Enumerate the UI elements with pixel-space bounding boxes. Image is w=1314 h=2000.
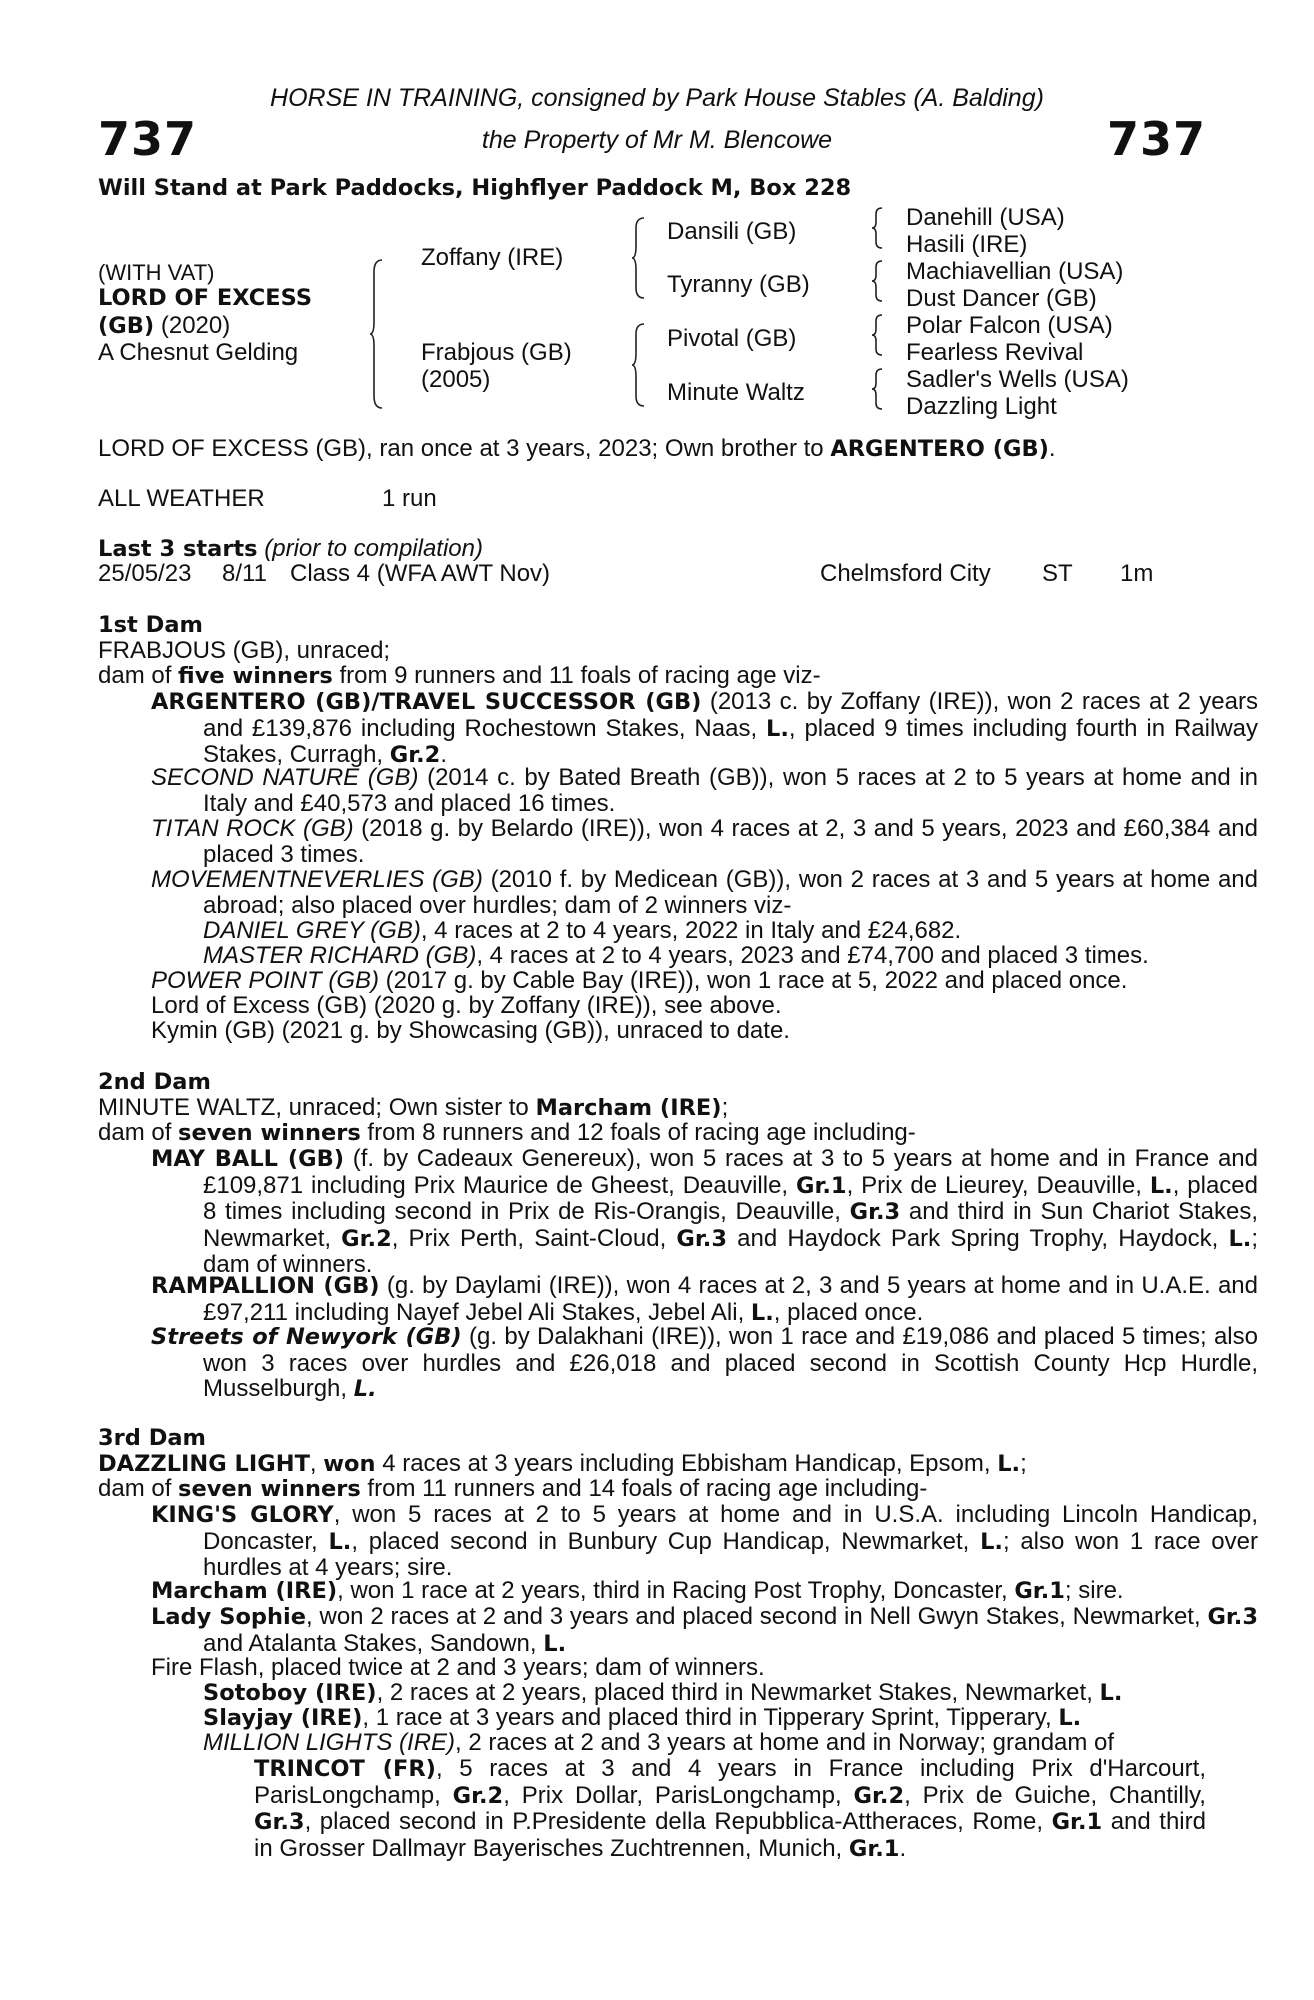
first-dam-line: FRABJOUS (GB), unraced; [98, 637, 391, 664]
dam3-progeny-fire-flash: Fire Flash, placed twice at 2 and 3 years; dam of winners. [151, 1654, 765, 1681]
stabling-location: Will Stand at Park Paddocks, Highflyer Paddock M, Box 228 [98, 175, 852, 201]
second-dam-line: MINUTE WALTZ, unraced; Own sister to Marcham (IRE); [98, 1094, 729, 1121]
sale-title: HORSE IN TRAINING, consigned by Park House Stables (A. Balding) [270, 84, 1044, 112]
pedigree-g4: Dust Dancer (GB) [906, 285, 1097, 312]
pedigree-sire-dam: Tyranny (GB) [667, 271, 810, 298]
pedigree-g7: Sadler's Wells (USA) [906, 366, 1129, 393]
start-distance: 1m [1120, 560, 1154, 587]
first-dam-produce: dam of five winners from 9 runners and 11 foals of racing age viz- [98, 662, 821, 689]
horse-origin-line [98, 313, 230, 340]
third-dam-line: DAZZLING LIGHT, won 4 races at 3 years including Ebbisham Handicap, Epsom, L.; [98, 1450, 1027, 1477]
brother-name: ARGENTERO (GB) [830, 436, 1049, 462]
dam2-progeny-may-ball: MAY BALL (GB) (f. by Cadeaux Genereux), won 5 races at 3 to 5 years at home and in France and £109,871 including Prix Maurice de Gheest, Deauville, Gr.1, Prix de Lieurey, Deauville, L., placed 8 times including second in Prix de Ris-Orangis, Deauville, Gr.3 and third in Sun Chariot Stakes, Newmarket, Gr.2, Prix Perth, Saint-Cloud, Gr.3 and Haydock Park Spring Trophy, Haydock, L.; dam of winners. [151, 1145, 1259, 1278]
lot-number-left: 737 [98, 112, 198, 166]
pedigree-bracket-g4 [872, 367, 884, 411]
pedigree-g3: Machiavellian (USA) [906, 258, 1124, 285]
horse-name: LORD OF EXCESS [98, 285, 313, 311]
dam3-progeny-kings-glory: KING'S GLORY, won 5 races at 2 to 5 years at home and in U.S.A. including Lincoln Handicap, Doncaster, L., placed second in Bunbury Cup Handicap, Newmarket, L.; also won 1 race over hurdles at 4 years; sire. [151, 1501, 1258, 1581]
horse-year: (2020) [160, 312, 231, 339]
pedigree-sire: Zoffany (IRE) [421, 244, 564, 271]
dam3-progeny-lady-sophie: Lady Sophie, won 2 races at 2 and 3 years and placed second in Nell Gwyn Stakes, Newmarket, Gr.3 and Atalanta Stakes, Sandown, L. [151, 1603, 1259, 1657]
record-value: 1 run [382, 485, 437, 512]
pedigree-g1: Danehill (USA) [906, 204, 1065, 231]
second-dam-produce: dam of seven winners from 8 runners and 12 foals of racing age including- [98, 1119, 916, 1146]
dam3-grandprogeny-sotoboy: Sotoboy (IRE), 2 races at 2 years, placed third in Newmarket Stakes, Newmarket, L. [203, 1679, 1123, 1706]
first-dam-heading: 1st Dam [98, 612, 203, 638]
dam1-progeny-argentero: ARGENTERO (GB)/TRAVEL SUCCESSOR (GB) (2013 c. by Zoffany (IRE)), won 2 races at 2 years and £139,876 including Rochestown Stakes, Naas, L., placed 9 times including fourth in Railway Stakes, Curragh, Gr.2. [151, 688, 1258, 768]
lot-number-right: 737 [1106, 112, 1206, 166]
pedigree-g6: Fearless Revival [906, 339, 1084, 366]
pedigree-bracket-dam [632, 322, 646, 408]
start-date: 25/05/23 [98, 560, 192, 587]
dam1-progeny-titan-rock: TITAN ROCK (GB) (2018 g. by Belardo (IRE)), won 4 races at 2, 3 and 5 years, 2023 and £60,384 and placed 3 times. [151, 815, 1258, 868]
record-label: ALL WEATHER [98, 485, 265, 512]
pedigree-sire-sire: Dansili (GB) [667, 218, 797, 245]
pedigree-dam: Frabjous (GB) [421, 339, 572, 366]
horse-description: A Chesnut Gelding [98, 339, 299, 366]
start-race: Class 4 (WFA AWT Nov) [290, 560, 551, 587]
start-course: Chelmsford City [820, 560, 991, 587]
pedigree-dam-sire: Pivotal (GB) [667, 325, 797, 352]
pedigree-bracket-g3 [872, 313, 884, 357]
dam1-grandprogeny-daniel-grey: DANIEL GREY (GB), 4 races at 2 to 4 years, 2022 in Italy and £24,682. [203, 917, 962, 944]
horse-origin: (GB) [98, 313, 155, 339]
dam3-progeny-marcham: Marcham (IRE), won 1 race at 2 years, third in Racing Post Trophy, Doncaster, Gr.1; sire. [151, 1577, 1124, 1604]
last-starts-heading: Last 3 starts (prior to compilation) [98, 535, 483, 562]
dam1-progeny-kymin: Kymin (GB) (2021 g. by Showcasing (GB)), unraced to date. [151, 1017, 790, 1044]
third-dam-produce: dam of seven winners from 11 runners and 14 foals of racing age including- [98, 1475, 928, 1502]
pedigree-g8: Dazzling Light [906, 393, 1057, 420]
second-dam-heading: 2nd Dam [98, 1069, 211, 1095]
dam2-progeny-rampallion: RAMPALLION (GB) (g. by Daylami (IRE)), won 4 races at 2, 3 and 5 years at home and in U.A.E. and £97,211 including Nayef Jebel Ali Stakes, Jebel Ali, L., placed once. [151, 1272, 1258, 1326]
start-position: 8/11 [222, 560, 267, 587]
dam2-progeny-streets-of-newyork: Streets of Newyork (GB) (g. by Dalakhani (IRE)), won 1 race and £19,086 and placed 5 times; also won 3 races over hurdles and £26,018 and placed second in Scottish County Hcp Hurdle, Musselburgh, L. [151, 1323, 1258, 1402]
pedigree-dam-year: (2005) [421, 366, 491, 393]
dam1-progeny-second-nature: SECOND NATURE (GB) (2014 c. by Bated Breath (GB)), won 5 races at 2 to 5 years at home and in Italy and £40,573 and placed 16 times. [151, 764, 1258, 817]
third-dam-heading: 3rd Dam [98, 1425, 206, 1451]
owner-subtitle: the Property of Mr M. Blencowe [481, 126, 833, 154]
pedigree-g5: Polar Falcon (USA) [906, 312, 1113, 339]
dam1-progeny-lord-of-excess: Lord of Excess (GB) (2020 g. by Zoffany (IRE)), see above. [151, 992, 782, 1019]
pedigree-g2: Hasili (IRE) [906, 231, 1028, 258]
dam3-grandprogeny-million-lights: MILLION LIGHTS (IRE), 2 races at 2 and 3 years at home and in Norway; grandam of [203, 1729, 1115, 1756]
dam3-grandprogeny-slayjay: Slayjay (IRE), 1 race at 3 years and placed third in Tipperary Sprint, Tipperary, L. [203, 1704, 1082, 1731]
pedigree-bracket-main [370, 258, 384, 410]
pedigree-dam-dam: Minute Waltz [667, 379, 805, 406]
dam1-progeny-movementneverlies: MOVEMENTNEVERLIES (GB) (2010 f. by Medicean (GB)), won 2 races at 3 and 5 years at home and abroad; also placed over hurdles; dam of 2 winners viz- [151, 866, 1259, 919]
dam1-grandprogeny-master-richard: MASTER RICHARD (GB), 4 races at 2 to 4 years, 2023 and £74,700 and placed 3 times. [203, 942, 1149, 969]
pedigree-bracket-g1 [872, 206, 884, 250]
pedigree-bracket-sire [632, 216, 646, 300]
race-summary: LORD OF EXCESS (GB), ran once at 3 years, 2023; Own brother to ARGENTERO (GB). [98, 435, 1056, 462]
pedigree-bracket-g2 [872, 259, 884, 303]
dam1-progeny-power-point: POWER POINT (GB) (2017 g. by Cable Bay (IRE)), won 1 race at 5, 2022 and placed once. [151, 967, 1128, 994]
start-surface: ST [1042, 560, 1073, 587]
vat-note: (WITH VAT) [98, 260, 215, 285]
dam3-great-grandprogeny-trincot: TRINCOT (FR), 5 races at 3 and 4 years in France including Prix d'Harcourt, ParisLongchamp, Gr.2, Prix Dollar, ParisLongchamp, Gr.2, Prix de Guiche, Chantilly, Gr.3, placed second in P.Presidente della Repubblica-Attheraces, Rome, Gr.1 and third in Grosser Dallmayr Bayerisches Zuchtrennen, Munich, Gr.1. [254, 1755, 1206, 1862]
